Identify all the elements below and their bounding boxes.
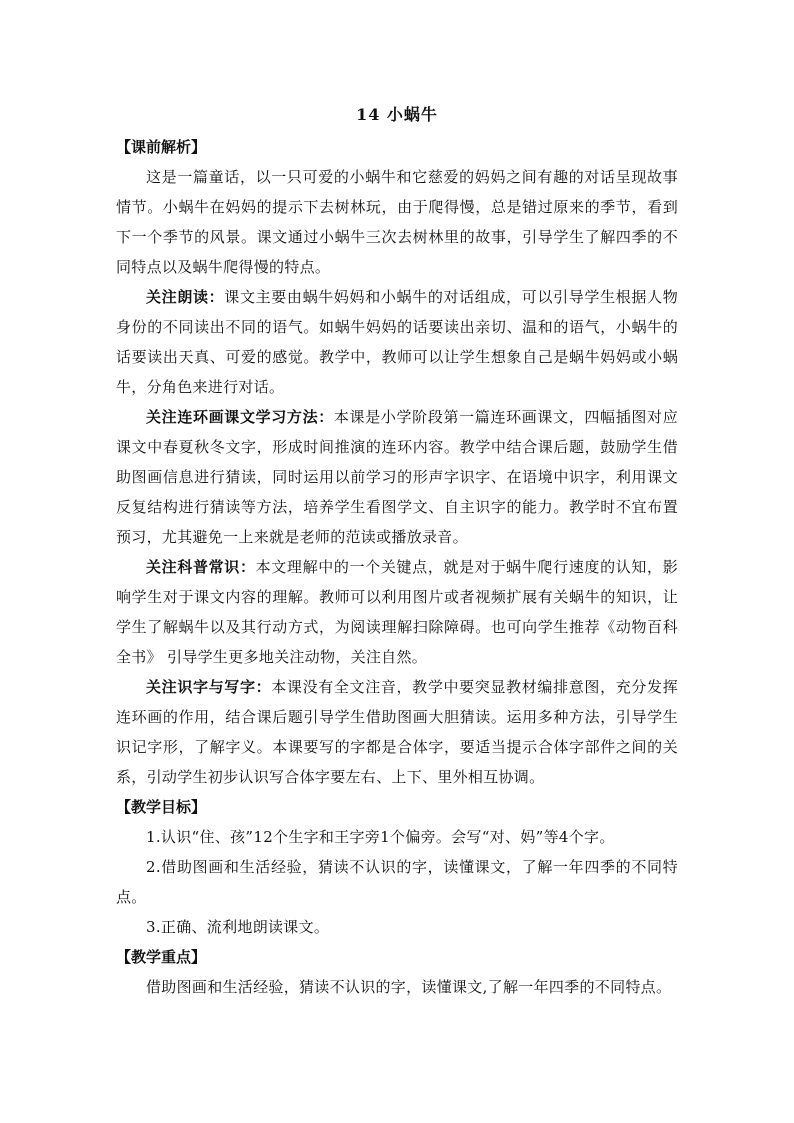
point-literacy (116, 672, 678, 792)
document-page (116, 100, 678, 1002)
point-lead: 关注朗读： (146, 288, 225, 306)
point-text: 本课是小学阶段第一篇连环画课文，四幅插图对应课文中春夏秋冬文字，形成时间推演的连环内容。教学中结合课后题，鼓励学生借助图画信息进行猜读，同时运用以前学习的形声字识字、在语境中识字，利用课文反复结构进行猜读等方法，培养学生看图学文、自主识字的能力。教学时不宜布置预习，尤其避免一上来就是老师的范读或播放录音。 (116, 408, 678, 546)
point-text: 本文理解中的一个关键点，就是对于蜗牛爬行速度的认知，影响学生对于课文内容的理解。教师可以利用图片或者视频扩展有关蜗牛的知识，让学生了解蜗牛以及其行动方式，为阅读理解扫除障碍。也可向学生推荐《动物百科全书》 引导学生更多地关注动物，关注自然。 (116, 558, 678, 666)
section-heading-key-points: 【教学重点】 (116, 948, 207, 966)
point-text: 课文主要由蜗牛妈妈和小蜗牛的对话组成，可以引导学生根据人物身份的不同读出不同的语气。如蜗牛妈妈的话要读出亲切、温和的语气，小蜗牛的话要读出天真、可爱的感觉。教学中，教师可以让学生想象自己是蜗牛妈妈或小蜗牛，分角色来进行对话。 (116, 288, 678, 396)
section-heading-pre-analysis: 【课前解析】 (116, 138, 207, 156)
intro-paragraph: 这是一篇童话，以一只可爱的小蜗牛和它慈爱的妈妈之间有趣的对话呈现故事情节。小蜗牛在妈妈的提示下去树林玩，由于爬得慢，总是错过原来的季节，看到下一个季节的风景。课文通过小蜗牛三次去树林里的故事，引导学生了解四季的不同特点以及蜗牛爬得慢的特点。 (116, 168, 678, 276)
goal-item-1: 1.认识“住、孩”12个生字和王字旁1个偏旁。会写“对、妈”等4个字。 (146, 828, 615, 846)
lesson-title: 14 小蜗牛 (356, 105, 438, 124)
point-reading (116, 282, 678, 402)
point-science (116, 552, 678, 672)
key-points-paragraph: 借助图画和生活经验，猜读不认识的字，读懂课文,了解一年四季的不同特点。 (146, 978, 672, 996)
point-text: 本课没有全文注音，教学中要突显教材编排意图，充分发挥连环画的作用，结合课后题引导学生借助图画大胆猜读。运用多种方法，引导学生识记字形，了解字义。本课要写的字都是合体字，要适当提示合体字部件之间的关系，引动学生初步认识写合体字要左右、上下、里外相互协调。 (116, 678, 678, 786)
point-comic-method (116, 402, 678, 552)
goal-item-3: 3.正确、流利地朗读课文。 (146, 918, 330, 936)
point-lead: 关注识字与写字： (146, 678, 272, 696)
goal-item-2: 2.借助图画和生活经验，猜读不认识的字，读懂课文，了解一年四季的不同特点。 (116, 858, 678, 906)
section-heading-goals: 【教学目标】 (116, 798, 207, 816)
point-lead: 关注连环画课文学习方法： (146, 408, 334, 426)
point-lead: 关注科普常识： (146, 558, 256, 576)
